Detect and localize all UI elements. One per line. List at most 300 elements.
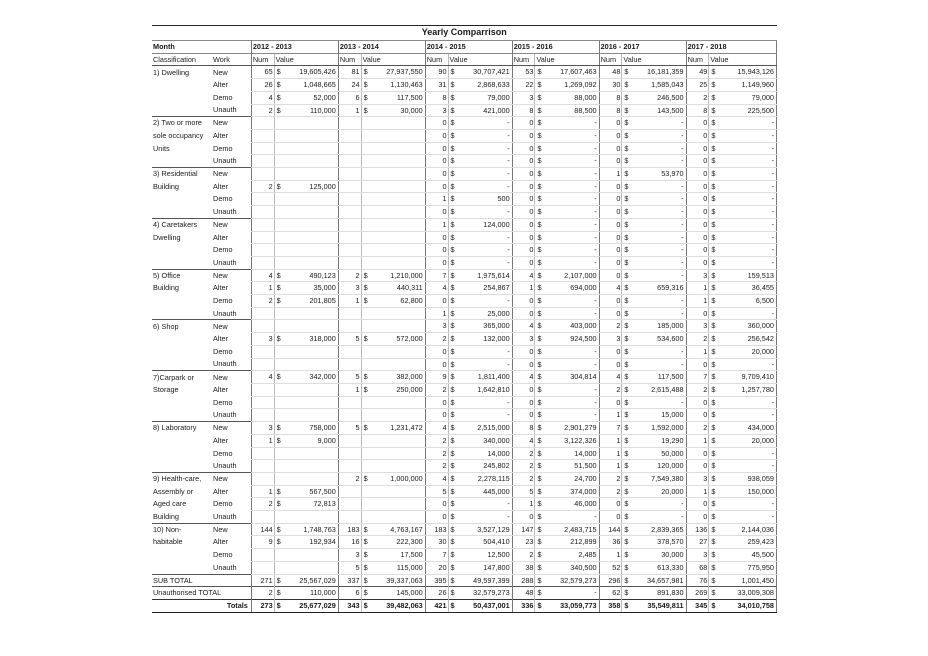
value-cell: 88,500: [545, 104, 599, 117]
value-cell: 117,500: [371, 91, 425, 104]
currency-sign: $: [622, 358, 632, 371]
num-cell: 6: [338, 91, 361, 104]
empty-cell: [251, 383, 274, 396]
currency-sign: $: [622, 599, 632, 612]
empty-cell: [251, 345, 274, 358]
empty-cell: [251, 320, 274, 333]
value-cell: 4,763,167: [371, 523, 425, 536]
empty-cell: [371, 168, 425, 181]
value-cell: -: [719, 218, 776, 231]
currency-sign: $: [535, 358, 545, 371]
value-cell: -: [545, 218, 599, 231]
num-cell: 62: [599, 587, 622, 600]
num-cell: 0: [686, 193, 709, 206]
currency-sign: $: [448, 117, 458, 130]
empty-cell: [284, 155, 338, 168]
num-cell: 0: [512, 168, 535, 181]
currency-sign: $: [535, 587, 545, 600]
currency-sign: $: [361, 79, 371, 92]
work-header: Work: [212, 53, 251, 66]
classification-label: [152, 91, 212, 104]
currency-sign: $: [709, 472, 719, 485]
num-cell: 0: [599, 345, 622, 358]
classification-label: Building: [153, 181, 179, 191]
num-cell: 0: [512, 218, 535, 231]
empty-cell: [274, 117, 284, 130]
classification-label: [152, 460, 212, 473]
classification-label: [152, 434, 212, 447]
value-cell: -: [545, 155, 599, 168]
value-cell: 147,800: [458, 561, 512, 574]
empty-cell: [284, 129, 338, 142]
empty-cell: [361, 434, 371, 447]
table-row: [152, 383, 777, 396]
currency-sign: $: [448, 218, 458, 231]
value-cell: 694,000: [545, 282, 599, 295]
empty-cell: [251, 460, 274, 473]
value-cell: 2,485: [545, 549, 599, 562]
empty-cell: [371, 256, 425, 269]
currency-sign: $: [448, 256, 458, 269]
currency-sign: $: [535, 129, 545, 142]
currency-sign: $: [709, 511, 719, 524]
classification-label: [152, 333, 212, 346]
classification-label: Dwelling: [153, 232, 181, 242]
num-cell: 49: [686, 66, 709, 79]
num-cell: 0: [512, 307, 535, 320]
num-cell: 4: [425, 282, 448, 295]
classification-label: Units: [153, 143, 170, 153]
currency-sign: $: [448, 282, 458, 295]
num-cell: 0: [599, 358, 622, 371]
currency-sign: $: [448, 434, 458, 447]
currency-sign: $: [361, 561, 371, 574]
value-cell: -: [545, 244, 599, 257]
empty-cell: [371, 193, 425, 206]
num-cell: 273: [251, 599, 274, 612]
empty-cell: [251, 117, 274, 130]
value-cell: -: [719, 168, 776, 181]
num-cell: 1: [512, 282, 535, 295]
value-cell: 32,579,273: [545, 574, 599, 587]
value-cell: -: [545, 511, 599, 524]
num-cell: 2: [686, 383, 709, 396]
currency-sign: $: [535, 498, 545, 511]
empty-cell: [371, 409, 425, 422]
value-cell: -: [719, 193, 776, 206]
num-cell: 5: [338, 371, 361, 384]
currency-sign: $: [361, 422, 371, 435]
currency-sign: $: [535, 485, 545, 498]
value-cell: -: [632, 218, 686, 231]
num-cell: 7: [425, 269, 448, 282]
empty-cell: [371, 396, 425, 409]
num-header: Num: [251, 53, 274, 66]
classification-label: [152, 193, 212, 206]
currency-sign: $: [448, 523, 458, 536]
work-type: Demo: [213, 296, 233, 306]
currency-sign: $: [622, 498, 632, 511]
value-cell: 9,709,410: [719, 371, 776, 384]
currency-sign: $: [448, 574, 458, 587]
num-cell: 0: [599, 269, 622, 282]
empty-cell: [371, 231, 425, 244]
value-cell: -: [545, 409, 599, 422]
empty-cell: [361, 511, 371, 524]
empty-cell: [361, 117, 371, 130]
num-cell: 0: [599, 129, 622, 142]
value-cell: 27,937,550: [371, 66, 425, 79]
currency-sign: $: [448, 485, 458, 498]
num-cell: 1: [686, 345, 709, 358]
empty-cell: [371, 320, 425, 333]
num-cell: 7: [686, 371, 709, 384]
currency-sign: $: [535, 142, 545, 155]
currency-sign: $: [448, 66, 458, 79]
work-type: New: [212, 117, 251, 130]
currency-sign: $: [448, 269, 458, 282]
value-cell: 259,423: [719, 536, 776, 549]
num-cell: 22: [512, 79, 535, 92]
num-cell: 52: [599, 561, 622, 574]
empty-cell: [274, 447, 284, 460]
currency-sign: $: [274, 333, 284, 346]
value-cell: 39,337,063: [371, 574, 425, 587]
num-cell: 4: [425, 422, 448, 435]
empty-cell: [338, 511, 361, 524]
value-cell: -: [632, 295, 686, 308]
value-cell: 62,800: [371, 295, 425, 308]
currency-sign: $: [622, 485, 632, 498]
value-cell: 15,943,126: [719, 66, 776, 79]
currency-sign: $: [622, 307, 632, 320]
value-cell: -: [458, 244, 512, 257]
empty-cell: [338, 409, 361, 422]
classification-label: habitable: [153, 537, 183, 547]
value-cell: 35,000: [284, 282, 338, 295]
currency-sign: $: [448, 193, 458, 206]
work-type: Demo: [213, 499, 233, 509]
year-header: 2017 - 2018: [686, 41, 776, 54]
currency-sign: $: [709, 561, 719, 574]
currency-sign: $: [622, 231, 632, 244]
num-cell: 2: [251, 498, 274, 511]
table-row: [152, 295, 777, 308]
num-header: Num: [338, 53, 361, 66]
value-cell: 2,483,715: [545, 523, 599, 536]
value-cell: 51,500: [545, 460, 599, 473]
num-cell: 0: [425, 295, 448, 308]
currency-sign: $: [709, 66, 719, 79]
value-cell: -: [458, 345, 512, 358]
empty-cell: [371, 142, 425, 155]
currency-sign: $: [709, 333, 719, 346]
currency-sign: $: [622, 244, 632, 257]
num-cell: 0: [425, 129, 448, 142]
currency-sign: $: [535, 409, 545, 422]
empty-cell: [284, 409, 338, 422]
empty-cell: [338, 168, 361, 181]
num-cell: 0: [686, 256, 709, 269]
currency-sign: $: [535, 256, 545, 269]
currency-sign: $: [709, 599, 719, 612]
value-header: Value: [535, 53, 599, 66]
value-cell: -: [719, 409, 776, 422]
currency-sign: $: [709, 345, 719, 358]
num-cell: 2: [338, 269, 361, 282]
currency-sign: $: [361, 574, 371, 587]
num-cell: 0: [512, 142, 535, 155]
value-cell: 254,867: [458, 282, 512, 295]
empty-cell: [284, 549, 338, 562]
num-cell: 2: [425, 460, 448, 473]
num-cell: 3: [686, 269, 709, 282]
currency-sign: $: [361, 371, 371, 384]
num-cell: 144: [599, 523, 622, 536]
empty-cell: [361, 168, 371, 181]
value-cell: 39,482,063: [371, 599, 425, 612]
currency-sign: $: [535, 104, 545, 117]
num-cell: 3: [686, 472, 709, 485]
num-cell: 0: [512, 244, 535, 257]
num-cell: 1: [425, 307, 448, 320]
value-cell: -: [458, 117, 512, 130]
value-cell: 360,000: [719, 320, 776, 333]
classification-header: Classification: [152, 53, 212, 66]
value-cell: -: [458, 142, 512, 155]
currency-sign: $: [448, 409, 458, 422]
currency-sign: $: [274, 295, 284, 308]
currency-sign: $: [274, 498, 284, 511]
currency-sign: $: [622, 371, 632, 384]
value-cell: 1,592,000: [632, 422, 686, 435]
currency-sign: $: [448, 104, 458, 117]
currency-sign: $: [709, 320, 719, 333]
num-cell: 4: [512, 434, 535, 447]
currency-sign: $: [709, 129, 719, 142]
value-cell: 490,123: [284, 269, 338, 282]
num-cell: 0: [686, 231, 709, 244]
table-row: [152, 79, 777, 92]
currency-sign: $: [709, 180, 719, 193]
value-cell: -: [545, 358, 599, 371]
empty-cell: [361, 231, 371, 244]
currency-sign: $: [622, 383, 632, 396]
work-type: New: [212, 320, 251, 333]
value-cell: 3,122,326: [545, 434, 599, 447]
currency-sign: $: [709, 307, 719, 320]
num-cell: 0: [686, 460, 709, 473]
work-type: Unauth: [213, 105, 237, 115]
currency-sign: $: [709, 168, 719, 181]
empty-cell: [371, 307, 425, 320]
value-cell: 25,567,029: [284, 574, 338, 587]
num-cell: 8: [425, 91, 448, 104]
currency-sign: $: [709, 244, 719, 257]
currency-sign: $: [709, 587, 719, 600]
empty-cell: [371, 155, 425, 168]
value-cell: -: [458, 206, 512, 219]
currency-sign: $: [535, 561, 545, 574]
currency-sign: $: [361, 66, 371, 79]
table-row: [152, 180, 777, 193]
num-cell: 0: [686, 180, 709, 193]
table-row: [152, 561, 777, 574]
empty-cell: [361, 155, 371, 168]
empty-cell: [274, 168, 284, 181]
num-cell: 2: [425, 333, 448, 346]
currency-sign: $: [709, 422, 719, 435]
empty-cell: [338, 358, 361, 371]
currency-sign: $: [448, 295, 458, 308]
currency-sign: $: [535, 168, 545, 181]
value-cell: 1,748,763: [284, 523, 338, 536]
empty-cell: [338, 498, 361, 511]
empty-cell: [251, 472, 274, 485]
currency-sign: $: [448, 511, 458, 524]
value-cell: -: [545, 295, 599, 308]
num-cell: 1: [251, 282, 274, 295]
value-cell: 143,500: [632, 104, 686, 117]
num-cell: 0: [425, 358, 448, 371]
currency-sign: $: [448, 396, 458, 409]
num-cell: 1: [599, 409, 622, 422]
table-row: [152, 523, 777, 536]
num-cell: 24: [338, 79, 361, 92]
empty-cell: [361, 256, 371, 269]
value-cell: 2,278,115: [458, 472, 512, 485]
empty-cell: [371, 206, 425, 219]
classification-label: [152, 256, 212, 269]
value-cell: 534,600: [632, 333, 686, 346]
value-cell: -: [458, 498, 512, 511]
work-type: Unauth: [213, 410, 237, 420]
empty-cell: [361, 460, 371, 473]
value-cell: 304,814: [545, 371, 599, 384]
value-cell: 256,542: [719, 333, 776, 346]
empty-cell: [251, 358, 274, 371]
value-cell: 775,950: [719, 561, 776, 574]
currency-sign: $: [535, 523, 545, 536]
num-cell: 31: [425, 79, 448, 92]
value-cell: -: [719, 117, 776, 130]
currency-sign: $: [709, 383, 719, 396]
value-cell: 246,500: [632, 91, 686, 104]
empty-cell: [274, 345, 284, 358]
classification-label: [152, 358, 212, 371]
empty-cell: [338, 244, 361, 257]
num-cell: 0: [512, 345, 535, 358]
value-cell: 32,579,273: [458, 587, 512, 600]
table-row: [152, 460, 777, 473]
currency-sign: $: [448, 371, 458, 384]
empty-cell: [274, 396, 284, 409]
num-cell: 395: [425, 574, 448, 587]
empty-cell: [284, 256, 338, 269]
num-cell: 4: [599, 282, 622, 295]
currency-sign: $: [709, 206, 719, 219]
value-cell: 14,000: [545, 447, 599, 460]
empty-cell: [284, 117, 338, 130]
value-cell: -: [545, 256, 599, 269]
num-cell: 2: [425, 434, 448, 447]
work-type: New: [212, 523, 251, 536]
num-cell: 0: [425, 180, 448, 193]
empty-cell: [338, 129, 361, 142]
value-cell: -: [719, 460, 776, 473]
currency-sign: $: [709, 460, 719, 473]
work-type: Alter: [213, 384, 229, 394]
value-cell: -: [632, 256, 686, 269]
value-cell: -: [632, 498, 686, 511]
value-cell: 17,500: [371, 549, 425, 562]
empty-cell: [338, 180, 361, 193]
num-cell: 26: [251, 79, 274, 92]
num-cell: 0: [686, 409, 709, 422]
currency-sign: $: [448, 168, 458, 181]
value-cell: 52,000: [284, 91, 338, 104]
table-row: [152, 307, 777, 320]
value-cell: 79,000: [458, 91, 512, 104]
currency-sign: $: [709, 91, 719, 104]
work-type: Unauth: [213, 206, 237, 216]
num-cell: 0: [599, 155, 622, 168]
num-cell: 2: [251, 587, 274, 600]
table-row: [152, 371, 777, 384]
num-cell: 90: [425, 66, 448, 79]
table-row: [152, 498, 777, 511]
num-cell: 0: [512, 511, 535, 524]
work-type: Unauth: [213, 257, 237, 267]
value-cell: 567,500: [284, 485, 338, 498]
empty-cell: [274, 383, 284, 396]
value-cell: 185,000: [632, 320, 686, 333]
currency-sign: $: [448, 244, 458, 257]
num-cell: 3: [686, 549, 709, 562]
table-row: [152, 447, 777, 460]
currency-sign: $: [535, 599, 545, 612]
num-cell: 0: [599, 498, 622, 511]
table-row: [152, 409, 777, 422]
num-cell: 0: [686, 129, 709, 142]
value-cell: 421,000: [458, 104, 512, 117]
empty-cell: [361, 244, 371, 257]
value-cell: 1,231,472: [371, 422, 425, 435]
num-cell: 0: [425, 142, 448, 155]
value-cell: 25,677,029: [284, 599, 338, 612]
num-cell: 4: [251, 269, 274, 282]
currency-sign: $: [535, 79, 545, 92]
num-cell: 0: [686, 498, 709, 511]
num-cell: 183: [425, 523, 448, 536]
value-cell: -: [632, 307, 686, 320]
currency-sign: $: [361, 282, 371, 295]
totals-row: [152, 599, 777, 612]
empty-cell: [284, 472, 338, 485]
empty-cell: [284, 142, 338, 155]
value-cell: 14,000: [458, 447, 512, 460]
value-cell: 440,311: [371, 282, 425, 295]
num-cell: 0: [686, 447, 709, 460]
currency-sign: $: [709, 256, 719, 269]
empty-cell: [284, 320, 338, 333]
classification-label: 4) Caretakers: [152, 218, 212, 231]
currency-sign: $: [622, 168, 632, 181]
num-cell: 0: [599, 307, 622, 320]
table-row: [152, 434, 777, 447]
num-cell: 1: [425, 218, 448, 231]
classification-label: [152, 155, 212, 168]
